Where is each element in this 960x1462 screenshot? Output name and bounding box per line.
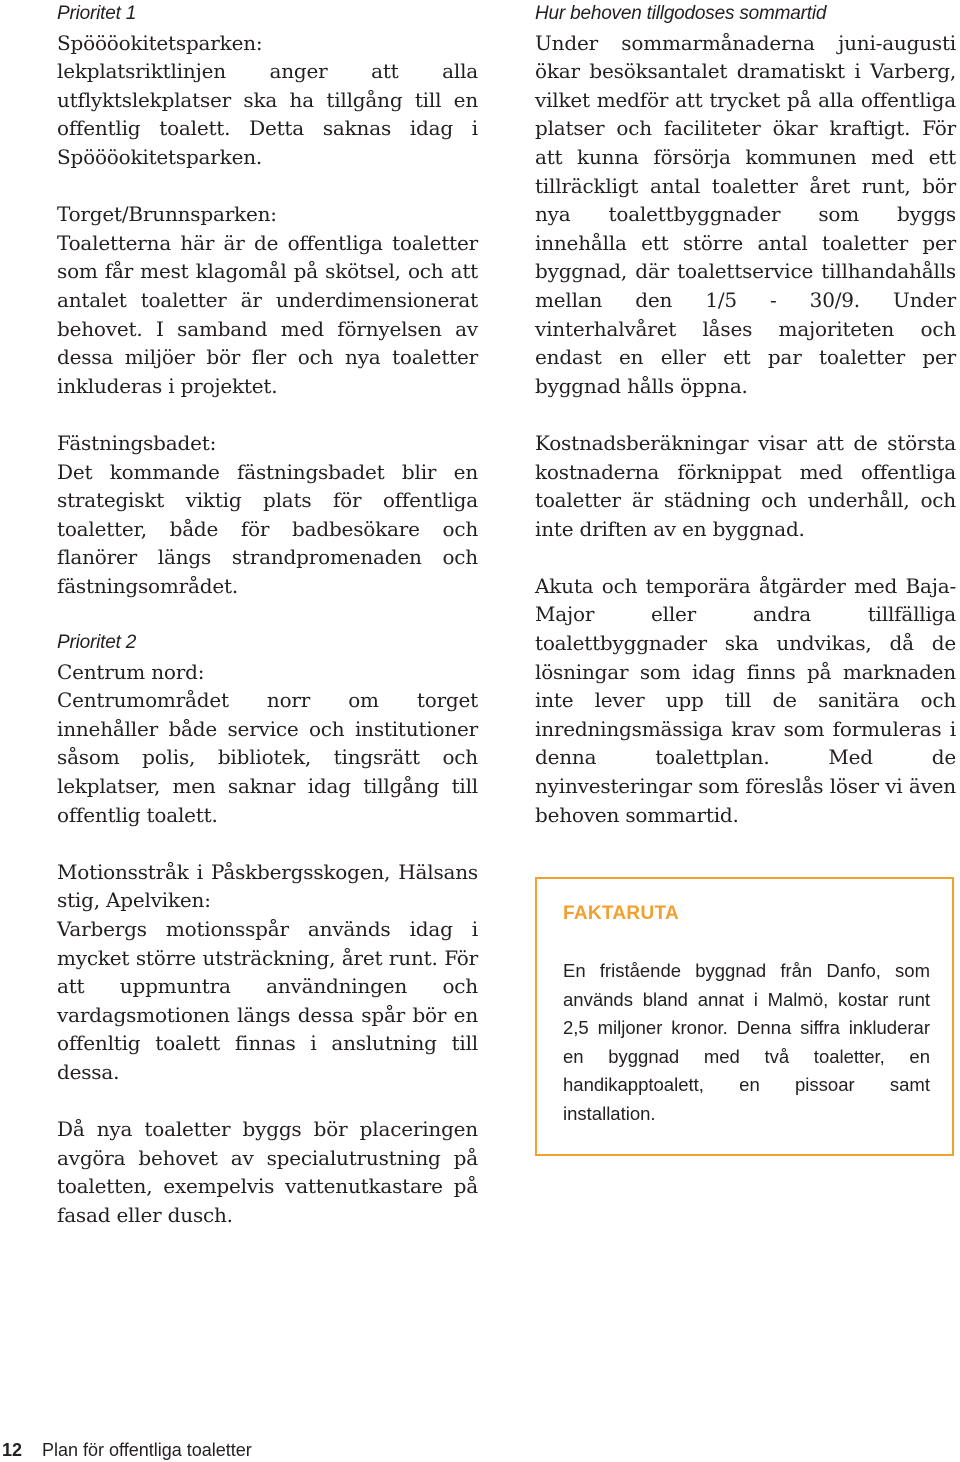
section-subheading: Torget/Brunnsparken:	[57, 202, 277, 227]
page-footer	[0, 1438, 252, 1462]
paragraph-text: Det kommande fästningsbadet blir en strategiskt viktig plats för offentliga toaletter, både för badbesökare och flanörer längs strandpromenaden och fästningsområdet.	[57, 459, 478, 598]
paragraph-text: Centrumområdet norr om torget innehåller både service och institutioner såsom polis, bibliotek, tingsrätt och lekplatser, men saknar idag tillgång till offentlig toalett.	[57, 688, 478, 827]
paragraph-text: Kostnadsberäkningar visar att de största kostnaderna förknippat med offentliga toaletter är städning och underhåll, och inte driften av en byggnad.	[535, 430, 956, 541]
paragraph-text: Toaletterna här är de offentliga toaletter som får mest klagomål på skötsel, och att antalet toaletter är underdimensionerat behovet. I samband med förnyelsen av dessa miljöer bör fler och nya toaletter inkluderas i projektet.	[57, 230, 478, 398]
priority-heading: Prioritet 1	[57, 3, 137, 24]
paragraph-akuta-atgarder	[535, 572, 956, 829]
page-number: 12	[2, 1440, 23, 1460]
section-subheading: Motionsstråk i Påskbergsskogen, Hälsans stig, Apelviken:	[57, 859, 478, 913]
paragraph-centrum-nord	[57, 629, 478, 829]
document-title: Plan för offentliga toaletter	[42, 1440, 252, 1460]
paragraph-text: Akuta och temporära åtgärder med Baja-Major eller andra tillfälliga toalettbyggnader ska undvikas, då de lösningar som idag finns på marknaden inte lever upp till de sanitära och inredningsmässiga krav som formuleras i denna toalettplan. Med de nyinvesteringar som föreslås löser vi även behoven sommartid.	[535, 573, 956, 827]
fact-box-title: FAKTARUTA	[563, 903, 679, 924]
fact-box	[535, 877, 954, 1156]
section-heading: Hur behoven tillgodoses sommartid	[535, 3, 827, 24]
paragraph-spooookitetsparken	[57, 0, 478, 172]
paragraph-sommartid	[535, 0, 956, 400]
paragraph-kostnader	[535, 429, 956, 543]
right-column	[535, 0, 956, 858]
section-subheading: Spöööokitetsparken:	[57, 30, 263, 55]
paragraph-fastningsbadet	[57, 429, 478, 601]
left-column	[57, 0, 478, 1258]
paragraph-torget	[57, 200, 478, 400]
section-subheading: Fästningsbadet:	[57, 430, 217, 455]
paragraph-text: Då nya toaletter byggs bör placeringen avgöra behovet av specialutrustning på toaletten, exempelvis vattenutkastare på fasad eller dusch.	[57, 1117, 478, 1227]
paragraph-text: lekplatsriktlinjen anger att alla utflyktslekplatser ska ha tillgång till en offentlig toalett. Detta saknas idag i Spöööokitetsparken.	[57, 59, 478, 169]
section-subheading: Centrum nord:	[57, 659, 205, 684]
fact-box-text: En fristående byggnad från Danfo, som används bland annat i Malmö, kostar runt 2,5 miljoner kronor. Denna siffra inkluderar en byggnad med två toaletter, en handikapptoalett, en pissoar samt installation.	[563, 960, 930, 1124]
priority-heading: Prioritet 2	[57, 632, 137, 654]
paragraph-specialutrustning	[57, 1115, 478, 1229]
paragraph-text: Varbergs motionsspår används idag i mycket större utsträckning, året runt. För att uppmuntra användningen och vardagsmotionen längs dessa spår bör en offenltig toalett finnas i anslutning till dessa.	[57, 917, 478, 1084]
paragraph-text: Under sommarmånaderna juni-augusti ökar besöksantalet dramatiskt i Varberg, vilket medför att trycket på alla offentliga platser och faciliteter ökar kraftigt. För att kunna försörja kommunen med ett tillräckligt antal toaletter året runt, bör nya toalettbyggnader som byggs innehålla ett större antal toaletter per byggnad, där toalettservice tillhandahålls mellan den 1/5 - 30/9. Under vinterhalvåret låses majoriteten och endast en eller ett par toaletter per byggnad hålls öppna.	[535, 30, 956, 398]
paragraph-motionsstrak	[57, 858, 478, 1087]
